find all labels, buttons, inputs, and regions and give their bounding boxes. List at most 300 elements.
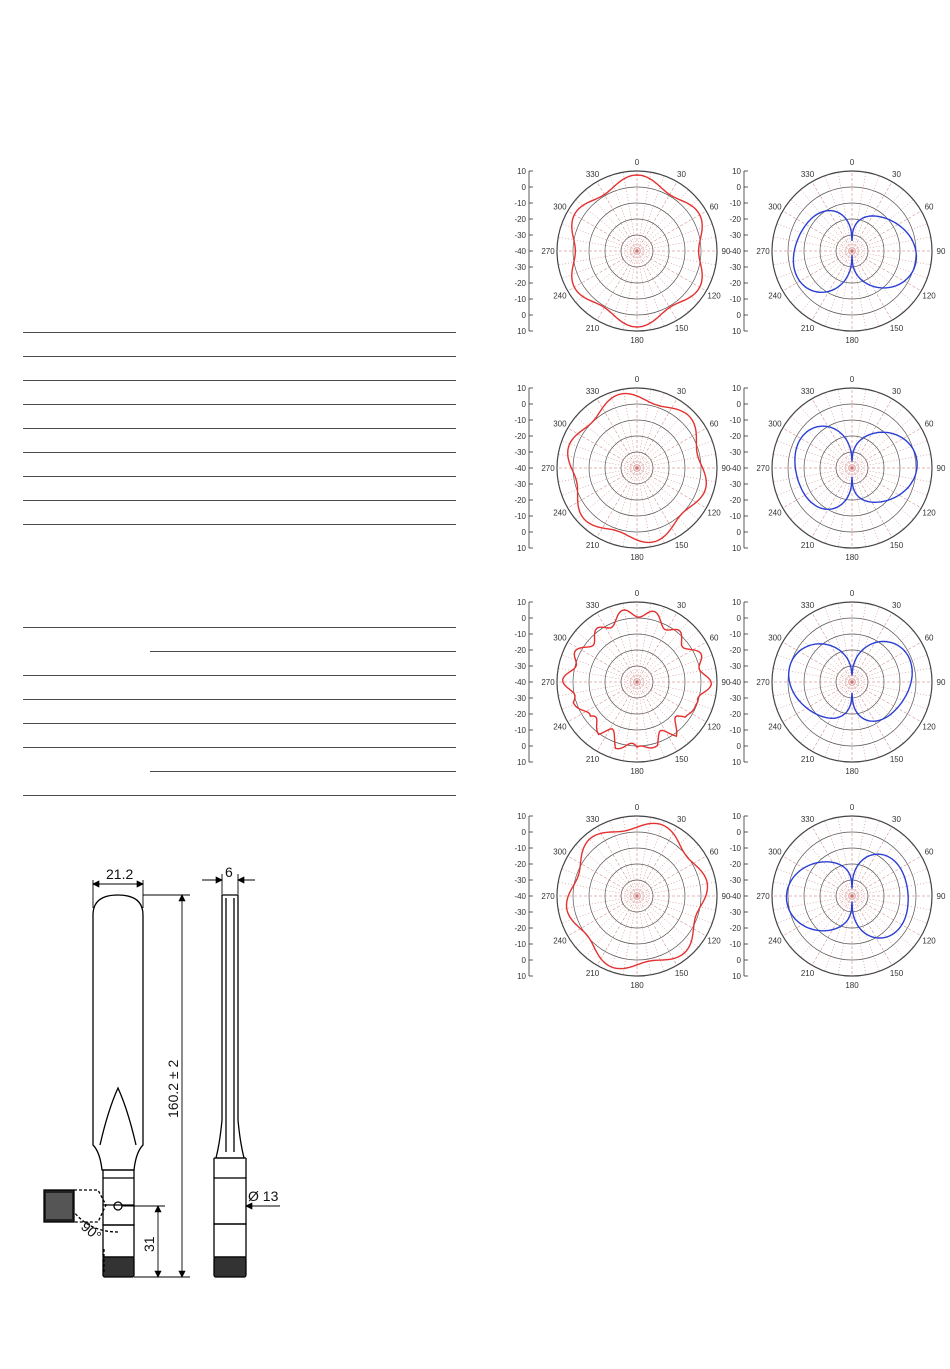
dimension-length-label: 160.2 ± 2 xyxy=(165,1059,181,1118)
angle-label: 330 xyxy=(585,169,600,179)
radial-tick-label: -10 xyxy=(514,295,526,304)
polar-spoke xyxy=(852,251,931,265)
radial-tick-label: 0 xyxy=(736,311,741,320)
radial-tick-label: 0 xyxy=(521,742,526,751)
hinge-pin xyxy=(114,1202,122,1210)
radial-tick-label: -30 xyxy=(514,876,526,885)
polar-spoke xyxy=(852,172,866,251)
angle-label: 180 xyxy=(845,981,859,990)
polar-spoke xyxy=(637,682,716,696)
angle-label: 90 xyxy=(721,678,731,687)
polar-spoke xyxy=(773,454,852,468)
polar-spoke xyxy=(838,251,852,330)
angle-label: 270 xyxy=(756,678,770,687)
angle-label: 270 xyxy=(541,464,555,473)
radial-tick-label: -10 xyxy=(514,844,526,853)
radial-tick-label: -20 xyxy=(729,710,741,719)
angle-label: 30 xyxy=(677,386,686,396)
polar-spoke xyxy=(852,251,921,291)
angle-label: 240 xyxy=(553,291,567,301)
radial-tick-label: -20 xyxy=(514,646,526,655)
angle-label: 180 xyxy=(845,767,859,776)
polar-spoke xyxy=(852,613,892,682)
angle-label: 60 xyxy=(924,847,934,857)
radial-tick-label: -30 xyxy=(729,448,741,457)
radial-tick-label: 0 xyxy=(521,528,526,537)
angle-label: 60 xyxy=(709,419,719,429)
radial-tick-label: -30 xyxy=(729,231,741,240)
radial-tick-label: -10 xyxy=(729,940,741,949)
angle-label: 270 xyxy=(756,247,770,256)
radial-tick-label: -10 xyxy=(729,630,741,639)
radial-tick-label: -10 xyxy=(729,295,741,304)
polar-chart-2-vertical xyxy=(729,375,946,562)
table-rule xyxy=(23,332,456,333)
polar-spoke xyxy=(783,642,852,682)
angle-label: 270 xyxy=(541,892,555,901)
angle-label: 150 xyxy=(889,324,904,334)
polar-spoke xyxy=(568,682,637,722)
angle-label: 180 xyxy=(630,553,644,562)
radial-tick-label: 10 xyxy=(732,384,741,393)
angle-label: 90 xyxy=(936,678,946,687)
polar-spoke xyxy=(597,251,637,320)
radial-tick-label: -30 xyxy=(729,908,741,917)
radial-tick-label: -30 xyxy=(514,231,526,240)
radial-tick-label: 0 xyxy=(736,956,741,965)
radial-tick-label: 0 xyxy=(521,828,526,837)
radial-tick-label: -10 xyxy=(729,416,741,425)
polar-spoke xyxy=(637,399,677,468)
angle-label: 210 xyxy=(585,969,600,979)
angle-label: 210 xyxy=(585,541,600,551)
polar-spoke xyxy=(568,896,637,936)
polar-spoke xyxy=(852,882,931,896)
polar-spoke xyxy=(783,468,852,508)
angle-label: 150 xyxy=(674,969,689,979)
angle-label: 210 xyxy=(585,324,600,334)
radial-tick-label: 10 xyxy=(732,598,741,607)
radial-tick-label: 10 xyxy=(732,327,741,336)
polar-spoke xyxy=(773,896,852,910)
polar-spoke xyxy=(838,817,852,896)
polar-spoke xyxy=(852,468,921,508)
angle-label: 150 xyxy=(889,969,904,979)
polar-spoke xyxy=(623,172,637,251)
polar-spoke xyxy=(852,211,921,251)
polar-spoke xyxy=(852,468,866,547)
angle-label: 30 xyxy=(892,169,901,179)
angle-label: 120 xyxy=(922,936,936,946)
polar-spoke xyxy=(558,237,637,251)
table-rule xyxy=(23,524,456,525)
polar-spoke xyxy=(637,251,706,291)
radial-tick-label: -10 xyxy=(514,630,526,639)
polar-spoke xyxy=(597,468,637,537)
radial-tick-label: -40 xyxy=(729,678,741,687)
polar-spoke xyxy=(637,468,651,547)
angle-label: 60 xyxy=(709,847,719,857)
polar-spoke xyxy=(558,882,637,896)
polar-spoke xyxy=(637,211,706,251)
angle-label: 120 xyxy=(707,508,721,518)
polar-spoke xyxy=(852,468,931,482)
table-rule xyxy=(23,356,456,357)
radial-tick-label: -30 xyxy=(729,876,741,885)
radial-tick-label: -20 xyxy=(729,496,741,505)
angle-label: 330 xyxy=(585,814,600,824)
radial-tick-label: 0 xyxy=(521,400,526,409)
angle-label: 90 xyxy=(936,247,946,256)
angle-label: 60 xyxy=(924,419,934,429)
table-rule xyxy=(23,404,456,405)
polar-spoke xyxy=(783,856,852,896)
radial-tick-label: -20 xyxy=(729,215,741,224)
angle-label: 300 xyxy=(553,847,567,857)
antenna-blade-side xyxy=(216,895,244,1158)
angle-label: 240 xyxy=(553,722,567,732)
radial-tick-label: -10 xyxy=(514,416,526,425)
polar-spoke xyxy=(637,251,677,320)
polar-chart-1-horizontal xyxy=(514,158,731,345)
polar-spoke xyxy=(637,454,716,468)
polar-spoke xyxy=(812,468,852,537)
angle-label: 270 xyxy=(541,247,555,256)
radial-tick-label: 0 xyxy=(736,528,741,537)
dimension-diameter-label: Ø 13 xyxy=(248,1188,279,1204)
radial-tick-label: 10 xyxy=(517,598,526,607)
polar-chart-4-horizontal xyxy=(514,803,731,990)
polar-spoke xyxy=(773,882,852,896)
base-side xyxy=(214,1224,246,1257)
radial-tick-label: 10 xyxy=(517,758,526,767)
table-rule xyxy=(23,747,456,748)
polar-spoke xyxy=(852,896,866,975)
angle-label: 0 xyxy=(849,375,855,384)
polar-spoke xyxy=(812,613,852,682)
blade-inner-taper xyxy=(100,1088,136,1145)
dimension-thickness-label: 6 xyxy=(225,864,233,880)
radial-tick-label: -10 xyxy=(514,512,526,521)
polar-spoke xyxy=(838,468,852,547)
radial-tick-label: 0 xyxy=(521,614,526,623)
angle-label: 60 xyxy=(924,202,934,212)
radial-tick-label: 0 xyxy=(736,742,741,751)
radial-tick-label: -30 xyxy=(514,448,526,457)
polar-spoke xyxy=(623,682,637,761)
table-rule xyxy=(23,452,456,453)
angle-label: 270 xyxy=(541,678,555,687)
angle-label: 270 xyxy=(756,464,770,473)
angle-label: 150 xyxy=(889,755,904,765)
table-rule xyxy=(23,380,456,381)
polar-spoke xyxy=(558,468,637,482)
angle-label: 120 xyxy=(922,291,936,301)
polar-spoke xyxy=(773,682,852,696)
radial-tick-label: 10 xyxy=(517,167,526,176)
angle-label: 60 xyxy=(709,202,719,212)
polar-spoke xyxy=(773,237,852,251)
polar-spoke xyxy=(558,896,637,910)
angle-label: 0 xyxy=(634,803,640,812)
polar-spoke xyxy=(637,682,706,722)
radial-tick-label: 10 xyxy=(732,812,741,821)
polar-spoke xyxy=(637,642,706,682)
polar-spoke xyxy=(852,682,892,751)
polar-spoke xyxy=(568,251,637,291)
radial-tick-label: 0 xyxy=(736,828,741,837)
angle-label: 300 xyxy=(768,419,782,429)
angle-label: 300 xyxy=(768,633,782,643)
radial-tick-label: -20 xyxy=(514,924,526,933)
angle-label: 150 xyxy=(674,324,689,334)
angle-label: 0 xyxy=(849,589,855,598)
angle-label: 300 xyxy=(768,847,782,857)
polar-spoke xyxy=(773,251,852,265)
empty-spec-tables xyxy=(0,0,470,820)
angle-label: 90 xyxy=(721,464,731,473)
radial-tick-label: -10 xyxy=(514,726,526,735)
table-rule xyxy=(150,651,456,652)
radial-tick-label: -10 xyxy=(729,512,741,521)
polar-spoke xyxy=(838,682,852,761)
polar-spoke xyxy=(623,251,637,330)
polar-spoke xyxy=(812,682,852,751)
polar-spoke xyxy=(773,468,852,482)
polar-spoke xyxy=(597,896,637,965)
angle-label: 210 xyxy=(800,541,815,551)
polar-spoke xyxy=(852,668,931,682)
angle-label: 180 xyxy=(630,767,644,776)
polar-spoke xyxy=(852,817,866,896)
radial-tick-label: -30 xyxy=(514,480,526,489)
table-rule xyxy=(23,699,456,700)
radial-tick-label: -30 xyxy=(514,662,526,671)
radial-tick-label: 0 xyxy=(521,956,526,965)
polar-spoke xyxy=(852,389,866,468)
angle-label: 330 xyxy=(800,600,815,610)
angle-label: 330 xyxy=(800,169,815,179)
polar-spoke xyxy=(558,668,637,682)
angle-label: 330 xyxy=(800,814,815,824)
angle-label: 30 xyxy=(892,600,901,610)
radial-tick-label: 0 xyxy=(736,400,741,409)
polar-chart-3-horizontal xyxy=(514,589,731,776)
angle-label: 30 xyxy=(892,814,901,824)
angle-label: 240 xyxy=(768,722,782,732)
angle-label: 120 xyxy=(707,722,721,732)
polar-spoke xyxy=(852,682,921,722)
radial-tick-label: 0 xyxy=(736,183,741,192)
polar-chart-3-vertical xyxy=(729,589,946,776)
polar-spoke xyxy=(812,827,852,896)
table-rule xyxy=(23,500,456,501)
angle-label: 240 xyxy=(553,508,567,518)
angle-label: 240 xyxy=(768,508,782,518)
table-rule xyxy=(23,675,456,676)
angle-label: 180 xyxy=(845,336,859,345)
radial-tick-label: 10 xyxy=(732,167,741,176)
angle-label: 240 xyxy=(768,936,782,946)
angle-label: 270 xyxy=(756,892,770,901)
radial-tick-label: -20 xyxy=(514,710,526,719)
polar-chart-1-vertical xyxy=(729,158,946,345)
radial-tick-label: -20 xyxy=(729,279,741,288)
table-rule xyxy=(23,723,456,724)
table-rule xyxy=(150,771,456,772)
polar-spoke xyxy=(852,428,921,468)
polar-spoke xyxy=(838,389,852,468)
angle-label: 0 xyxy=(849,158,855,167)
radial-tick-label: -20 xyxy=(729,924,741,933)
angle-label: 120 xyxy=(707,291,721,301)
radial-tick-label: 10 xyxy=(517,812,526,821)
radial-tick-label: -40 xyxy=(514,892,526,901)
polar-spoke xyxy=(568,211,637,251)
angle-label: 90 xyxy=(936,892,946,901)
radial-tick-label: 10 xyxy=(732,758,741,767)
angle-label: 150 xyxy=(889,541,904,551)
radial-tick-label: -30 xyxy=(729,694,741,703)
angle-label: 240 xyxy=(768,291,782,301)
angle-label: 120 xyxy=(922,508,936,518)
antenna-dimension-drawing xyxy=(30,860,300,1300)
angle-label: 330 xyxy=(585,600,600,610)
radial-tick-label: -30 xyxy=(514,263,526,272)
radial-tick-label: -30 xyxy=(729,263,741,272)
polar-spoke xyxy=(852,237,931,251)
angle-label: 0 xyxy=(634,589,640,598)
polar-spoke xyxy=(783,211,852,251)
angle-label: 180 xyxy=(845,553,859,562)
angle-label: 90 xyxy=(721,247,731,256)
polar-spoke xyxy=(637,468,677,537)
polar-spoke xyxy=(597,827,637,896)
radial-tick-label: -30 xyxy=(729,480,741,489)
angle-label: 0 xyxy=(634,375,640,384)
radial-tick-label: -20 xyxy=(729,432,741,441)
angle-label: 330 xyxy=(800,386,815,396)
polar-spoke xyxy=(852,603,866,682)
radial-tick-label: -20 xyxy=(514,279,526,288)
angle-label: 210 xyxy=(585,755,600,765)
radial-tick-label: -20 xyxy=(514,860,526,869)
polar-spoke xyxy=(637,817,651,896)
radial-tick-label: 10 xyxy=(517,384,526,393)
radial-tick-label: 10 xyxy=(517,327,526,336)
angle-label: 30 xyxy=(677,600,686,610)
polar-spoke xyxy=(852,856,921,896)
radial-tick-label: -20 xyxy=(514,496,526,505)
angle-label: 30 xyxy=(892,386,901,396)
polar-spoke xyxy=(597,182,637,251)
polar-spoke xyxy=(623,896,637,975)
polar-spoke xyxy=(852,454,931,468)
knurled-nut-side xyxy=(214,1257,246,1277)
polar-spoke xyxy=(637,172,651,251)
angle-label: 30 xyxy=(677,169,686,179)
radial-tick-label: 10 xyxy=(517,544,526,553)
radial-tick-label: -40 xyxy=(729,247,741,256)
dimension-angle-label: 90° xyxy=(78,1218,105,1244)
angle-label: 240 xyxy=(553,936,567,946)
radial-tick-label: -10 xyxy=(514,199,526,208)
radial-tick-label: -40 xyxy=(729,464,741,473)
table-rule xyxy=(23,627,456,628)
table-rule xyxy=(23,795,456,796)
radial-tick-label: -30 xyxy=(514,908,526,917)
angle-label: 210 xyxy=(800,969,815,979)
dimension-height-label: 31 xyxy=(141,1236,157,1252)
polar-spoke xyxy=(597,682,637,751)
angle-label: 150 xyxy=(674,755,689,765)
hinge-body-side xyxy=(214,1178,246,1224)
polar-spoke xyxy=(637,613,677,682)
radial-tick-label: -40 xyxy=(514,247,526,256)
radial-tick-label: -10 xyxy=(729,844,741,853)
radial-tick-label: -40 xyxy=(514,678,526,687)
polar-spoke xyxy=(637,882,716,896)
radiation-pattern-curve xyxy=(793,211,916,293)
angle-label: 60 xyxy=(709,633,719,643)
polar-spoke xyxy=(852,827,892,896)
polar-spoke xyxy=(852,896,931,910)
polar-spoke xyxy=(558,251,637,265)
base-front xyxy=(103,1225,134,1257)
polar-chart-4-vertical xyxy=(729,803,946,990)
angle-label: 330 xyxy=(585,386,600,396)
polar-spoke xyxy=(852,251,866,330)
table-rule xyxy=(23,428,456,429)
angle-label: 300 xyxy=(553,419,567,429)
polar-spoke xyxy=(812,251,852,320)
radial-tick-label: -30 xyxy=(729,662,741,671)
antenna-blade-front xyxy=(93,895,143,1170)
radial-tick-label: -10 xyxy=(729,726,741,735)
radial-tick-label: -30 xyxy=(514,694,526,703)
radial-tick-label: 10 xyxy=(732,544,741,553)
angle-label: 180 xyxy=(630,981,644,990)
radiation-pattern-grid xyxy=(505,150,950,1010)
angle-label: 30 xyxy=(677,814,686,824)
angle-label: 0 xyxy=(634,158,640,167)
polar-spoke xyxy=(852,896,892,965)
polar-spoke xyxy=(637,251,716,265)
table-rule xyxy=(23,476,456,477)
angle-label: 300 xyxy=(553,633,567,643)
radial-tick-label: -20 xyxy=(729,860,741,869)
polar-spoke xyxy=(838,172,852,251)
angle-label: 120 xyxy=(922,722,936,732)
polar-spoke xyxy=(597,613,637,682)
polar-spoke xyxy=(637,251,651,330)
radial-tick-label: 10 xyxy=(517,972,526,981)
polar-spoke xyxy=(838,603,852,682)
angle-label: 90 xyxy=(721,892,731,901)
radial-tick-label: 10 xyxy=(732,972,741,981)
radial-tick-label: -20 xyxy=(514,432,526,441)
angle-label: 300 xyxy=(768,202,782,212)
dimension-width-label: 21.2 xyxy=(106,866,134,882)
radial-tick-label: -20 xyxy=(514,215,526,224)
angle-label: 0 xyxy=(849,803,855,812)
polar-spoke xyxy=(637,182,677,251)
polar-spoke xyxy=(852,682,931,696)
polar-spoke xyxy=(637,896,716,910)
polar-chart-2-horizontal xyxy=(514,375,731,562)
knurled-nut-front xyxy=(103,1257,134,1277)
polar-spoke xyxy=(637,237,716,251)
